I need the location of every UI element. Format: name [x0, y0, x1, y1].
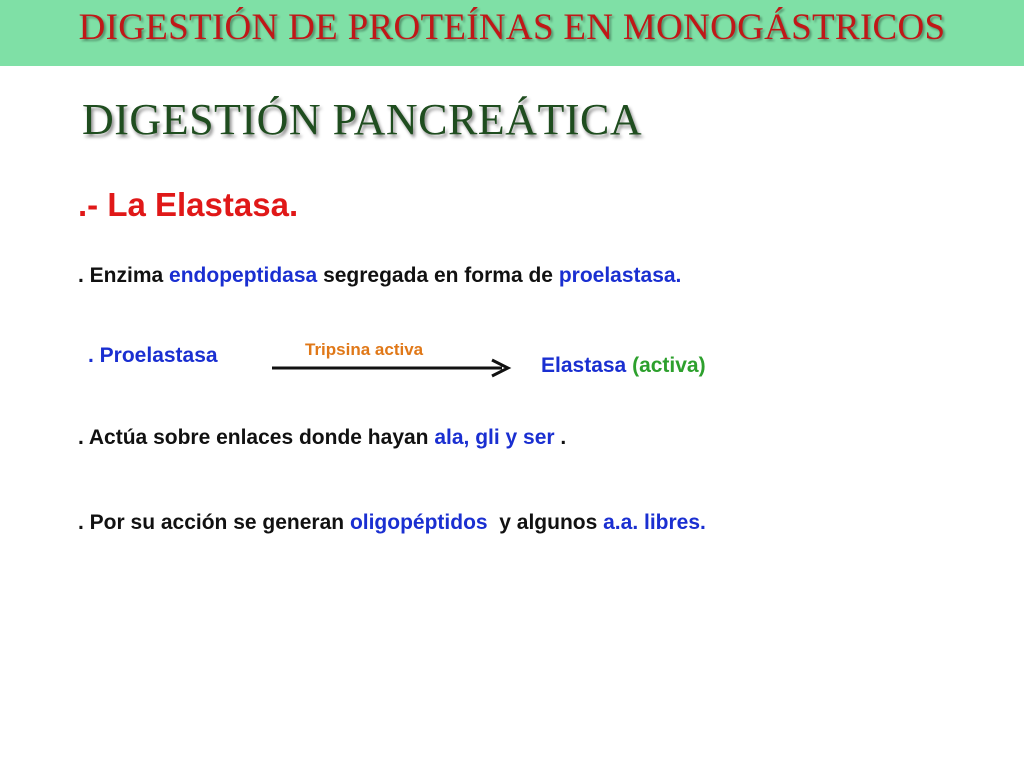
- text-segment: . Por su acción se generan: [78, 511, 350, 534]
- bullet-enzyme-type: [78, 264, 681, 288]
- title-banner: [0, 0, 1024, 66]
- topic-heading: .- La Elastasa.: [78, 186, 299, 223]
- text-segment: .: [554, 426, 567, 449]
- product-name: Elastasa: [541, 354, 627, 377]
- text-segment: . Actúa sobre enlaces donde hayan: [78, 426, 435, 449]
- bullet-action: [78, 426, 566, 450]
- reaction-reactant: . Proelastasa: [88, 344, 218, 367]
- term-endopeptidasa: endopeptidasa: [169, 264, 318, 287]
- product-note: (activa): [632, 354, 706, 377]
- term-amino-acids: ala, gli y ser: [434, 426, 555, 449]
- reaction-arrow-icon: [270, 356, 516, 380]
- bullet-products: [78, 511, 706, 535]
- term-proelastasa: proelastasa.: [558, 264, 682, 287]
- slide-title: DIGESTIÓN DE PROTEÍNAS EN MONOGÁSTRICOS: [78, 7, 946, 48]
- text-segment: . Enzima: [78, 264, 170, 287]
- term-oligopeptidos: oligopéptidos: [349, 511, 488, 534]
- text-segment: segregada en forma de: [317, 264, 559, 287]
- reaction-product: [541, 354, 706, 378]
- section-subtitle: DIGESTIÓN PANCREÁTICA: [82, 95, 643, 144]
- reaction-catalyst: Tripsina activa: [305, 340, 424, 359]
- term-aa-libres: a.a. libres.: [603, 511, 706, 534]
- text-segment: y algunos: [487, 511, 604, 534]
